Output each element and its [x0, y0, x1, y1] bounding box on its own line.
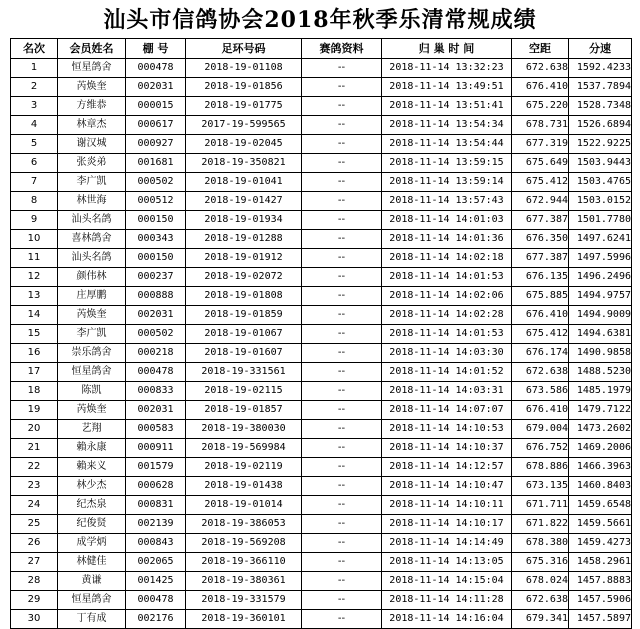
- cell-member-name: 崇乐鸽舍: [58, 344, 126, 363]
- cell-distance: 677.387: [512, 249, 569, 268]
- cell-speed: 1457.8883: [569, 572, 632, 591]
- cell-arrival-time: 2018-11-14 14:13:05: [382, 553, 512, 572]
- cell-pen-number: 002031: [126, 78, 186, 97]
- cell-arrival-time: 2018-11-14 14:02:18: [382, 249, 512, 268]
- cell-speed: 1537.7894: [569, 78, 632, 97]
- cell-arrival-time: 2018-11-14 13:54:44: [382, 135, 512, 154]
- cell-pigeon-info: --: [302, 306, 382, 325]
- table-row: [11, 534, 632, 553]
- cell-pen-number: 000583: [126, 420, 186, 439]
- cell-speed: 1479.7122: [569, 401, 632, 420]
- cell-pigeon-info: --: [302, 363, 382, 382]
- cell-speed: 1592.4233: [569, 59, 632, 78]
- cell-member-name: 纪杰泉: [58, 496, 126, 515]
- cell-rank: 24: [11, 496, 58, 515]
- cell-rank: 7: [11, 173, 58, 192]
- cell-distance: 672.638: [512, 591, 569, 610]
- cell-ring-number: 2018-19-01438: [186, 477, 302, 496]
- cell-rank: 11: [11, 249, 58, 268]
- cell-speed: 1460.8403: [569, 477, 632, 496]
- cell-pigeon-info: --: [302, 439, 382, 458]
- cell-member-name: 林世海: [58, 192, 126, 211]
- cell-distance: 675.649: [512, 154, 569, 173]
- cell-ring-number: 2018-19-02115: [186, 382, 302, 401]
- cell-member-name: 纪俊贤: [58, 515, 126, 534]
- cell-distance: 672.944: [512, 192, 569, 211]
- cell-rank: 14: [11, 306, 58, 325]
- cell-arrival-time: 2018-11-14 14:02:28: [382, 306, 512, 325]
- header-row: [11, 39, 632, 59]
- cell-ring-number: 2018-19-01912: [186, 249, 302, 268]
- cell-arrival-time: 2018-11-14 13:59:15: [382, 154, 512, 173]
- cell-member-name: 林健佳: [58, 553, 126, 572]
- cell-rank: 29: [11, 591, 58, 610]
- cell-pen-number: 002176: [126, 610, 186, 629]
- cell-pigeon-info: --: [302, 420, 382, 439]
- cell-arrival-time: 2018-11-14 13:51:41: [382, 97, 512, 116]
- cell-arrival-time: 2018-11-14 14:10:11: [382, 496, 512, 515]
- cell-speed: 1488.5230: [569, 363, 632, 382]
- cell-rank: 18: [11, 382, 58, 401]
- table-row: [11, 458, 632, 477]
- cell-arrival-time: 2018-11-14 14:11:28: [382, 591, 512, 610]
- cell-ring-number: 2018-19-01041: [186, 173, 302, 192]
- cell-rank: 30: [11, 610, 58, 629]
- column-header-pen-number: 棚 号: [126, 39, 186, 59]
- cell-arrival-time: 2018-11-14 14:03:31: [382, 382, 512, 401]
- cell-ring-number: 2018-19-01607: [186, 344, 302, 363]
- cell-distance: 676.174: [512, 344, 569, 363]
- cell-member-name: 賴来义: [58, 458, 126, 477]
- cell-arrival-time: 2018-11-14 14:10:37: [382, 439, 512, 458]
- cell-arrival-time: 2018-11-14 14:07:07: [382, 401, 512, 420]
- cell-pigeon-info: --: [302, 287, 382, 306]
- column-header-member-name: 会员姓名: [58, 39, 126, 59]
- cell-arrival-time: 2018-11-14 14:12:57: [382, 458, 512, 477]
- cell-speed: 1503.9443: [569, 154, 632, 173]
- cell-distance: 675.316: [512, 553, 569, 572]
- cell-pen-number: 002065: [126, 553, 186, 572]
- cell-ring-number: 2018-19-01934: [186, 211, 302, 230]
- cell-pigeon-info: --: [302, 268, 382, 287]
- cell-arrival-time: 2018-11-14 14:10:17: [382, 515, 512, 534]
- cell-speed: 1457.5906: [569, 591, 632, 610]
- cell-arrival-time: 2018-11-14 14:01:53: [382, 268, 512, 287]
- cell-pigeon-info: --: [302, 154, 382, 173]
- cell-distance: 676.410: [512, 306, 569, 325]
- cell-pigeon-info: --: [302, 59, 382, 78]
- cell-ring-number: 2018-19-02045: [186, 135, 302, 154]
- cell-pigeon-info: --: [302, 534, 382, 553]
- table-row: [11, 610, 632, 629]
- cell-member-name: 賴永康: [58, 439, 126, 458]
- cell-distance: 672.638: [512, 59, 569, 78]
- column-header-rank: 名次: [11, 39, 58, 59]
- cell-speed: 1473.2602: [569, 420, 632, 439]
- cell-speed: 1528.7348: [569, 97, 632, 116]
- cell-speed: 1494.6381: [569, 325, 632, 344]
- cell-pigeon-info: --: [302, 515, 382, 534]
- cell-ring-number: 2018-19-569208: [186, 534, 302, 553]
- cell-pen-number: 000911: [126, 439, 186, 458]
- cell-ring-number: 2018-19-01856: [186, 78, 302, 97]
- cell-speed: 1503.0152: [569, 192, 632, 211]
- cell-distance: 671.822: [512, 515, 569, 534]
- cell-ring-number: 2018-19-01288: [186, 230, 302, 249]
- cell-pigeon-info: --: [302, 401, 382, 420]
- cell-speed: 1485.1979: [569, 382, 632, 401]
- cell-distance: 676.410: [512, 401, 569, 420]
- cell-arrival-time: 2018-11-14 14:01:53: [382, 325, 512, 344]
- cell-pigeon-info: --: [302, 496, 382, 515]
- cell-speed: 1497.6241: [569, 230, 632, 249]
- cell-member-name: 艺翔: [58, 420, 126, 439]
- cell-pen-number: 000888: [126, 287, 186, 306]
- cell-speed: 1503.4765: [569, 173, 632, 192]
- cell-rank: 19: [11, 401, 58, 420]
- table-row: [11, 477, 632, 496]
- cell-distance: 678.731: [512, 116, 569, 135]
- cell-pen-number: 000512: [126, 192, 186, 211]
- cell-member-name: 谢汉城: [58, 135, 126, 154]
- cell-rank: 23: [11, 477, 58, 496]
- column-header-pigeon-info: 赛鸽资料: [302, 39, 382, 59]
- cell-member-name: 李广凯: [58, 173, 126, 192]
- cell-speed: 1459.4273: [569, 534, 632, 553]
- table-row: [11, 306, 632, 325]
- cell-rank: 6: [11, 154, 58, 173]
- cell-speed: 1496.2496: [569, 268, 632, 287]
- cell-pigeon-info: --: [302, 553, 382, 572]
- cell-rank: 2: [11, 78, 58, 97]
- cell-pigeon-info: --: [302, 211, 382, 230]
- cell-member-name: 芮焕奎: [58, 78, 126, 97]
- cell-rank: 8: [11, 192, 58, 211]
- cell-arrival-time: 2018-11-14 14:02:06: [382, 287, 512, 306]
- table-row: [11, 401, 632, 420]
- cell-rank: 21: [11, 439, 58, 458]
- cell-pigeon-info: --: [302, 572, 382, 591]
- results-body: [11, 59, 632, 629]
- cell-arrival-time: 2018-11-14 13:32:23: [382, 59, 512, 78]
- cell-pigeon-info: --: [302, 230, 382, 249]
- cell-pen-number: 000927: [126, 135, 186, 154]
- table-row: [11, 344, 632, 363]
- cell-pen-number: 000478: [126, 591, 186, 610]
- table-row: [11, 572, 632, 591]
- cell-rank: 28: [11, 572, 58, 591]
- cell-member-name: 喜林鸽舍: [58, 230, 126, 249]
- cell-ring-number: 2018-19-386053: [186, 515, 302, 534]
- cell-member-name: 成学炳: [58, 534, 126, 553]
- table-row: [11, 116, 632, 135]
- cell-pen-number: 000502: [126, 325, 186, 344]
- cell-rank: 15: [11, 325, 58, 344]
- cell-distance: 678.380: [512, 534, 569, 553]
- cell-member-name: 芮焕奎: [58, 306, 126, 325]
- cell-rank: 9: [11, 211, 58, 230]
- cell-distance: 679.004: [512, 420, 569, 439]
- cell-speed: 1458.2961: [569, 553, 632, 572]
- table-row: [11, 78, 632, 97]
- cell-pen-number: 000150: [126, 249, 186, 268]
- cell-distance: 677.319: [512, 135, 569, 154]
- cell-member-name: 汕头名鸽: [58, 249, 126, 268]
- cell-distance: 675.412: [512, 173, 569, 192]
- cell-arrival-time: 2018-11-14 14:10:53: [382, 420, 512, 439]
- column-header-speed: 分速: [569, 39, 632, 59]
- cell-distance: 677.387: [512, 211, 569, 230]
- cell-pigeon-info: --: [302, 192, 382, 211]
- cell-speed: 1494.9757: [569, 287, 632, 306]
- table-row: [11, 591, 632, 610]
- cell-member-name: 庄厚鹏: [58, 287, 126, 306]
- cell-distance: 675.220: [512, 97, 569, 116]
- cell-arrival-time: 2018-11-14 14:03:30: [382, 344, 512, 363]
- column-header-arrival-time: 归 巢 时 间: [382, 39, 512, 59]
- cell-arrival-time: 2018-11-14 14:10:47: [382, 477, 512, 496]
- table-row: [11, 230, 632, 249]
- cell-ring-number: 2017-19-599565: [186, 116, 302, 135]
- cell-ring-number: 2018-19-380361: [186, 572, 302, 591]
- cell-pen-number: 000628: [126, 477, 186, 496]
- cell-speed: 1490.9858: [569, 344, 632, 363]
- cell-pen-number: 000617: [126, 116, 186, 135]
- cell-pigeon-info: --: [302, 610, 382, 629]
- cell-pigeon-info: --: [302, 344, 382, 363]
- cell-speed: 1501.7780: [569, 211, 632, 230]
- table-row: [11, 363, 632, 382]
- cell-pen-number: 002031: [126, 306, 186, 325]
- cell-ring-number: 2018-19-350821: [186, 154, 302, 173]
- table-row: [11, 439, 632, 458]
- cell-pen-number: 000843: [126, 534, 186, 553]
- cell-member-name: 恒星鸽舍: [58, 59, 126, 78]
- cell-rank: 4: [11, 116, 58, 135]
- cell-member-name: 颜伟林: [58, 268, 126, 287]
- cell-distance: 672.638: [512, 363, 569, 382]
- cell-ring-number: 2018-19-331561: [186, 363, 302, 382]
- table-row: [11, 97, 632, 116]
- cell-ring-number: 2018-19-01857: [186, 401, 302, 420]
- table-row: [11, 382, 632, 401]
- cell-arrival-time: 2018-11-14 14:15:04: [382, 572, 512, 591]
- cell-pigeon-info: --: [302, 591, 382, 610]
- document-title: 汕头市信鸽协会2018年秋季乐清常规成绩: [103, 7, 537, 33]
- cell-pigeon-info: --: [302, 135, 382, 154]
- cell-pigeon-info: --: [302, 97, 382, 116]
- cell-pen-number: 000478: [126, 363, 186, 382]
- cell-pen-number: 000015: [126, 97, 186, 116]
- cell-distance: 679.341: [512, 610, 569, 629]
- cell-rank: 5: [11, 135, 58, 154]
- cell-pen-number: 000218: [126, 344, 186, 363]
- cell-ring-number: 2018-19-01808: [186, 287, 302, 306]
- cell-arrival-time: 2018-11-14 13:57:43: [382, 192, 512, 211]
- cell-member-name: 林少杰: [58, 477, 126, 496]
- cell-member-name: 汕头名鸽: [58, 211, 126, 230]
- cell-ring-number: 2018-19-331579: [186, 591, 302, 610]
- cell-speed: 1522.9225: [569, 135, 632, 154]
- table-row: [11, 135, 632, 154]
- cell-speed: 1457.5897: [569, 610, 632, 629]
- cell-pen-number: 000478: [126, 59, 186, 78]
- cell-pigeon-info: --: [302, 477, 382, 496]
- cell-member-name: 恒星鸽舍: [58, 363, 126, 382]
- cell-distance: 676.135: [512, 268, 569, 287]
- cell-pen-number: 001579: [126, 458, 186, 477]
- cell-member-name: 恒星鸽舍: [58, 591, 126, 610]
- cell-ring-number: 2018-19-01427: [186, 192, 302, 211]
- cell-member-name: 张炎弟: [58, 154, 126, 173]
- cell-distance: 673.135: [512, 477, 569, 496]
- cell-ring-number: 2018-19-360101: [186, 610, 302, 629]
- cell-ring-number: 2018-19-380030: [186, 420, 302, 439]
- cell-arrival-time: 2018-11-14 14:16:04: [382, 610, 512, 629]
- cell-pen-number: 002031: [126, 401, 186, 420]
- cell-member-name: 李广凯: [58, 325, 126, 344]
- cell-distance: 676.752: [512, 439, 569, 458]
- cell-member-name: 丁有成: [58, 610, 126, 629]
- table-row: [11, 268, 632, 287]
- cell-speed: 1459.5661: [569, 515, 632, 534]
- cell-pen-number: 002139: [126, 515, 186, 534]
- cell-arrival-time: 2018-11-14 14:01:36: [382, 230, 512, 249]
- cell-pigeon-info: --: [302, 249, 382, 268]
- cell-rank: 3: [11, 97, 58, 116]
- cell-pigeon-info: --: [302, 458, 382, 477]
- cell-ring-number: 2018-19-01775: [186, 97, 302, 116]
- cell-rank: 26: [11, 534, 58, 553]
- table-row: [11, 515, 632, 534]
- cell-member-name: 黄谦: [58, 572, 126, 591]
- cell-pen-number: 000831: [126, 496, 186, 515]
- cell-member-name: 陈凯: [58, 382, 126, 401]
- cell-pigeon-info: --: [302, 116, 382, 135]
- cell-arrival-time: 2018-11-14 13:59:14: [382, 173, 512, 192]
- cell-pen-number: 000150: [126, 211, 186, 230]
- cell-speed: 1466.3963: [569, 458, 632, 477]
- cell-speed: 1497.5996: [569, 249, 632, 268]
- cell-member-name: 芮焕奎: [58, 401, 126, 420]
- cell-rank: 12: [11, 268, 58, 287]
- cell-ring-number: 2018-19-569984: [186, 439, 302, 458]
- cell-distance: 671.711: [512, 496, 569, 515]
- table-row: [11, 59, 632, 78]
- cell-rank: 13: [11, 287, 58, 306]
- cell-pen-number: 001681: [126, 154, 186, 173]
- column-header-distance: 空距: [512, 39, 569, 59]
- cell-ring-number: 2018-19-366110: [186, 553, 302, 572]
- cell-ring-number: 2018-19-01067: [186, 325, 302, 344]
- cell-pen-number: 000237: [126, 268, 186, 287]
- cell-rank: 16: [11, 344, 58, 363]
- cell-pigeon-info: --: [302, 78, 382, 97]
- cell-arrival-time: 2018-11-14 14:01:03: [382, 211, 512, 230]
- cell-arrival-time: 2018-11-14 13:54:34: [382, 116, 512, 135]
- cell-distance: 676.350: [512, 230, 569, 249]
- table-row: [11, 287, 632, 306]
- column-header-ring-number: 足环号码: [186, 39, 302, 59]
- cell-arrival-time: 2018-11-14 13:49:51: [382, 78, 512, 97]
- table-row: [11, 192, 632, 211]
- cell-pen-number: 000833: [126, 382, 186, 401]
- cell-pen-number: 000502: [126, 173, 186, 192]
- cell-distance: 678.024: [512, 572, 569, 591]
- cell-pigeon-info: --: [302, 325, 382, 344]
- results-table: [10, 38, 632, 629]
- cell-rank: 10: [11, 230, 58, 249]
- table-row: [11, 553, 632, 572]
- cell-member-name: 林章杰: [58, 116, 126, 135]
- cell-rank: 25: [11, 515, 58, 534]
- cell-pigeon-info: --: [302, 173, 382, 192]
- cell-speed: 1526.6894: [569, 116, 632, 135]
- cell-member-name: 方维恭: [58, 97, 126, 116]
- cell-rank: 17: [11, 363, 58, 382]
- cell-speed: 1469.2006: [569, 439, 632, 458]
- table-row: [11, 496, 632, 515]
- cell-rank: 22: [11, 458, 58, 477]
- cell-distance: 675.412: [512, 325, 569, 344]
- table-row: [11, 249, 632, 268]
- cell-speed: 1494.9009: [569, 306, 632, 325]
- cell-rank: 20: [11, 420, 58, 439]
- table-row: [11, 211, 632, 230]
- cell-ring-number: 2018-19-01859: [186, 306, 302, 325]
- table-row: [11, 173, 632, 192]
- table-row: [11, 420, 632, 439]
- cell-distance: 673.586: [512, 382, 569, 401]
- cell-distance: 676.410: [512, 78, 569, 97]
- cell-speed: 1459.6548: [569, 496, 632, 515]
- cell-rank: 27: [11, 553, 58, 572]
- cell-pen-number: 001425: [126, 572, 186, 591]
- cell-pigeon-info: --: [302, 382, 382, 401]
- cell-ring-number: 2018-19-01014: [186, 496, 302, 515]
- cell-ring-number: 2018-19-02119: [186, 458, 302, 477]
- cell-distance: 678.886: [512, 458, 569, 477]
- table-row: [11, 154, 632, 173]
- cell-distance: 675.885: [512, 287, 569, 306]
- cell-ring-number: 2018-19-02072: [186, 268, 302, 287]
- cell-arrival-time: 2018-11-14 14:01:52: [382, 363, 512, 382]
- cell-pen-number: 000343: [126, 230, 186, 249]
- cell-rank: 1: [11, 59, 58, 78]
- cell-ring-number: 2018-19-01108: [186, 59, 302, 78]
- table-row: [11, 325, 632, 344]
- cell-arrival-time: 2018-11-14 14:14:49: [382, 534, 512, 553]
